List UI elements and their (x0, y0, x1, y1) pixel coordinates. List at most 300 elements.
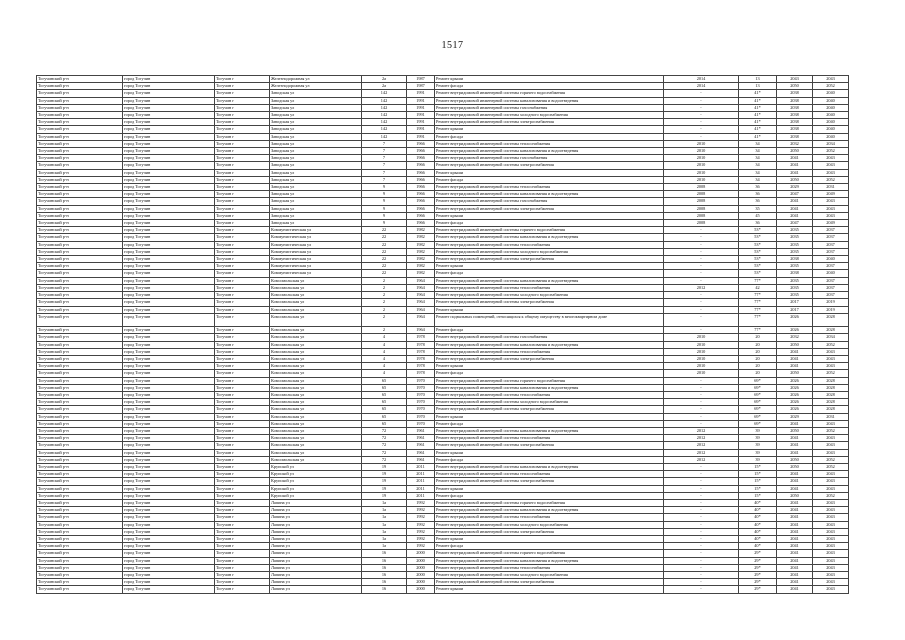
cell-district: Тогучинский р-н (37, 399, 123, 406)
table-row (37, 521, 849, 528)
cell-build-year: 1966 (407, 184, 435, 191)
cell-street: Лапина ул (270, 564, 362, 571)
cell-plan-end: 2037 (813, 241, 849, 248)
cell-last-repair-year: - (664, 586, 739, 593)
cell-settlement: город Тогучин (123, 528, 215, 535)
cell-build-year: 2000 (407, 572, 435, 579)
cell-plan-end: 2028 (813, 384, 849, 391)
cell-wear-percent: 77* (739, 292, 777, 299)
table-row (37, 327, 849, 334)
cell-district: Тогучинский р-н (37, 449, 123, 456)
cell-plan-end: 2043 (813, 76, 849, 83)
cell-wear-percent: 69* (739, 384, 777, 391)
cell-locality: Тогучин г (215, 241, 270, 248)
cell-house-number: 2 (362, 284, 407, 291)
cell-plan-end: 2040 (813, 270, 849, 277)
cell-district: Тогучинский р-н (37, 205, 123, 212)
cell-build-year: 1991 (407, 97, 435, 104)
table-row (37, 155, 849, 162)
cell-work-type: Ремонт внутридомовой инженерной системы холодного водоснабжения (435, 572, 664, 579)
cell-settlement: город Тогучин (123, 334, 215, 341)
cell-work-type: Ремонт внутридомовой инженерной системы теплоснабжения (435, 514, 664, 521)
cell-street: Заводская ул (270, 184, 362, 191)
cell-plan-start: 2026 (777, 406, 813, 413)
cell-street: Лапина ул (270, 535, 362, 542)
cell-work-type: Ремонт внутридомовой инженерной системы канализования и водоотведения (435, 191, 664, 198)
cell-district: Тогучинский р-н (37, 348, 123, 355)
cell-district: Тогучинский р-н (37, 557, 123, 564)
cell-last-repair-year: - (664, 313, 739, 326)
table-row (37, 90, 849, 97)
cell-plan-start: 2038 (777, 119, 813, 126)
cell-locality: Тогучин г (215, 256, 270, 263)
cell-street: Заводская ул (270, 148, 362, 155)
cell-settlement: город Тогучин (123, 191, 215, 198)
cell-build-year: 1966 (407, 140, 435, 147)
cell-settlement: город Тогучин (123, 377, 215, 384)
cell-locality: Тогучин г (215, 277, 270, 284)
cell-settlement: город Тогучин (123, 535, 215, 542)
cell-street: Комсомольская ул (270, 442, 362, 449)
cell-settlement: город Тогучин (123, 104, 215, 111)
cell-locality: Тогучин г (215, 370, 270, 377)
cell-district: Тогучинский р-н (37, 572, 123, 579)
cell-plan-start: 2026 (777, 391, 813, 398)
cell-wear-percent: 34 (739, 169, 777, 176)
cell-settlement: город Тогучин (123, 241, 215, 248)
cell-plan-start: 2038 (777, 256, 813, 263)
cell-last-repair-year: 2010 (664, 169, 739, 176)
cell-wear-percent: 36 (739, 191, 777, 198)
cell-work-type: Ремонт крыши (435, 169, 664, 176)
table-row (37, 83, 849, 90)
cell-wear-percent: 77* (739, 313, 777, 326)
cell-last-repair-year: - (664, 406, 739, 413)
cell-locality: Тогучин г (215, 334, 270, 341)
cell-plan-end: 2052 (813, 370, 849, 377)
cell-build-year: 2000 (407, 557, 435, 564)
cell-plan-end: 2034 (813, 334, 849, 341)
cell-last-repair-year: - (664, 97, 739, 104)
cell-work-type: Ремонт внутридомовой инженерной системы газоснабжения (435, 198, 664, 205)
cell-locality: Тогучин г (215, 471, 270, 478)
cell-district: Тогучинский р-н (37, 148, 123, 155)
table-row (37, 528, 849, 535)
cell-build-year: 1978 (407, 370, 435, 377)
cell-build-year: 1966 (407, 176, 435, 183)
cell-work-type: Ремонт фасада (435, 456, 664, 463)
cell-wear-percent: 42 (739, 284, 777, 291)
cell-wear-percent: 40* (739, 521, 777, 528)
cell-district: Тогучинский р-н (37, 442, 123, 449)
cell-settlement: город Тогучин (123, 284, 215, 291)
cell-wear-percent: 77* (739, 306, 777, 313)
cell-settlement: город Тогучин (123, 133, 215, 140)
cell-locality: Тогучин г (215, 169, 270, 176)
cell-district: Тогучинский р-н (37, 76, 123, 83)
table-row (37, 256, 849, 263)
cell-locality: Тогучин г (215, 227, 270, 234)
cell-plan-start: 2041 (777, 564, 813, 571)
cell-build-year: 1964 (407, 284, 435, 291)
cell-settlement: город Тогучин (123, 514, 215, 521)
cell-plan-end: 2043 (813, 155, 849, 162)
cell-plan-start: 2026 (777, 384, 813, 391)
cell-wear-percent: 40* (739, 499, 777, 506)
cell-house-number: 1а (362, 499, 407, 506)
cell-house-number: 1а (362, 514, 407, 521)
cell-build-year: 1966 (407, 212, 435, 219)
cell-plan-start: 2035 (777, 284, 813, 291)
cell-plan-end: 2043 (813, 514, 849, 521)
cell-last-repair-year: 2010 (664, 155, 739, 162)
cell-last-repair-year: 2010 (664, 348, 739, 355)
cell-work-type: Ремонт внутридомовой инженерной системы канализования и водоотведения (435, 277, 664, 284)
cell-locality: Тогучин г (215, 112, 270, 119)
cell-last-repair-year: 2010 (664, 162, 739, 169)
cell-plan-end: 2043 (813, 507, 849, 514)
cell-plan-end: 2049 (813, 191, 849, 198)
cell-work-type: Ремонт внутридомовой инженерной системы теплоснабжения (435, 284, 664, 291)
cell-last-repair-year: 2012 (664, 427, 739, 434)
cell-plan-start: 2041 (777, 471, 813, 478)
cell-settlement: город Тогучин (123, 492, 215, 499)
cell-wear-percent: 77* (739, 277, 777, 284)
table-row (37, 370, 849, 377)
cell-wear-percent: 41* (739, 112, 777, 119)
cell-settlement: город Тогучин (123, 435, 215, 442)
cell-street: Лапина ул (270, 557, 362, 564)
cell-plan-start: 2032 (777, 334, 813, 341)
cell-district: Тогучинский р-н (37, 112, 123, 119)
cell-district: Тогучинский р-н (37, 514, 123, 521)
cell-build-year: 1970 (407, 413, 435, 420)
cell-locality: Тогучин г (215, 543, 270, 550)
cell-locality: Тогучин г (215, 155, 270, 162)
cell-house-number: 19 (362, 471, 407, 478)
cell-plan-end: 2028 (813, 327, 849, 334)
cell-build-year: 1991 (407, 104, 435, 111)
table-row (37, 341, 849, 348)
table-row (37, 248, 849, 255)
table-row (37, 97, 849, 104)
cell-house-number: 16 (362, 586, 407, 593)
cell-work-type: Ремонт внутридомовой инженерной системы канализования и водоотведения (435, 384, 664, 391)
cell-build-year: 1966 (407, 155, 435, 162)
cell-last-repair-year: - (664, 420, 739, 427)
cell-street: Лапина ул (270, 499, 362, 506)
cell-last-repair-year: - (664, 499, 739, 506)
cell-plan-end: 2028 (813, 391, 849, 398)
cell-wear-percent: 29* (739, 579, 777, 586)
cell-build-year: 1961 (407, 427, 435, 434)
cell-house-number: 72 (362, 427, 407, 434)
cell-plan-start: 2026 (777, 399, 813, 406)
cell-plan-start: 2050 (777, 370, 813, 377)
table-row (37, 399, 849, 406)
table-row (37, 427, 849, 434)
cell-last-repair-year: - (664, 248, 739, 255)
cell-last-repair-year: 2010 (664, 363, 739, 370)
cell-work-type: Ремонт внутридомовой инженерной системы электроснабжения (435, 528, 664, 535)
cell-build-year: 1992 (407, 535, 435, 542)
cell-last-repair-year: - (664, 133, 739, 140)
cell-work-type: Ремонт внутридомовой инженерной системы канализования и водоотведения (435, 97, 664, 104)
cell-house-number: 2 (362, 327, 407, 334)
cell-house-number: 2 (362, 306, 407, 313)
cell-last-repair-year: 2008 (664, 198, 739, 205)
cell-district: Тогучинский р-н (37, 327, 123, 334)
cell-house-number: 16 (362, 550, 407, 557)
cell-street: Заводская ул (270, 119, 362, 126)
cell-plan-end: 2052 (813, 341, 849, 348)
table-row (37, 543, 849, 550)
cell-street: Коммунистическая ул (270, 227, 362, 234)
table-row (37, 406, 849, 413)
cell-street: Крупской ул (270, 463, 362, 470)
cell-work-type: Ремонт фасада (435, 270, 664, 277)
cell-build-year: 1961 (407, 449, 435, 456)
cell-last-repair-year: - (664, 299, 739, 306)
cell-work-type: Ремонт внутридомовой инженерной системы горячего водоснабжения (435, 550, 664, 557)
cell-work-type: Ремонт внутридомовой инженерной системы канализования и водоотведения (435, 557, 664, 564)
cell-district: Тогучинский р-н (37, 263, 123, 270)
cell-last-repair-year: - (664, 521, 739, 528)
cell-plan-start: 2041 (777, 355, 813, 362)
cell-work-type: Ремонт крыши (435, 485, 664, 492)
cell-last-repair-year: - (664, 564, 739, 571)
cell-district: Тогучинский р-н (37, 220, 123, 227)
cell-wear-percent: 39 (739, 442, 777, 449)
cell-settlement: город Тогучин (123, 97, 215, 104)
cell-house-number: 65 (362, 406, 407, 413)
cell-work-type: Ремонт внутридомовой инженерной системы электроснабжения (435, 478, 664, 485)
cell-work-type: Ремонт внутридомовой инженерной системы газоснабжения (435, 104, 664, 111)
cell-plan-start: 2041 (777, 514, 813, 521)
cell-last-repair-year: 2012 (664, 435, 739, 442)
table-row (37, 191, 849, 198)
table-row (37, 463, 849, 470)
cell-plan-end: 2043 (813, 363, 849, 370)
cell-last-repair-year: - (664, 471, 739, 478)
table-row (37, 299, 849, 306)
cell-street: Лапина ул (270, 514, 362, 521)
cell-plan-end: 2040 (813, 126, 849, 133)
cell-district: Тогучинский р-н (37, 543, 123, 550)
cell-settlement: город Тогучин (123, 341, 215, 348)
cell-locality: Тогучин г (215, 399, 270, 406)
cell-wear-percent: 20 (739, 334, 777, 341)
cell-wear-percent: 29* (739, 557, 777, 564)
cell-settlement: город Тогучин (123, 83, 215, 90)
page-number: 1517 (441, 40, 464, 51)
cell-locality: Тогучин г (215, 341, 270, 348)
cell-settlement: город Тогучин (123, 586, 215, 593)
cell-street: Крупской ул (270, 485, 362, 492)
cell-wear-percent: 20 (739, 348, 777, 355)
cell-last-repair-year: - (664, 227, 739, 234)
cell-district: Тогучинский р-н (37, 83, 123, 90)
cell-street: Заводская ул (270, 220, 362, 227)
cell-plan-end: 2043 (813, 572, 849, 579)
table-row (37, 514, 849, 521)
cell-plan-start: 2038 (777, 112, 813, 119)
cell-street: Комсомольская ул (270, 327, 362, 334)
cell-plan-end: 2049 (813, 220, 849, 227)
cell-plan-end: 2043 (813, 442, 849, 449)
cell-locality: Тогучин г (215, 355, 270, 362)
table-row (37, 377, 849, 384)
cell-last-repair-year: 2010 (664, 148, 739, 155)
cell-plan-end: 2043 (813, 435, 849, 442)
cell-last-repair-year: - (664, 277, 739, 284)
cell-last-repair-year: - (664, 535, 739, 542)
cell-district: Тогучинский р-н (37, 334, 123, 341)
cell-last-repair-year: - (664, 528, 739, 535)
cell-settlement: город Тогучин (123, 427, 215, 434)
cell-street: Комсомольская ул (270, 384, 362, 391)
cell-locality: Тогучин г (215, 463, 270, 470)
cell-street: Заводская ул (270, 97, 362, 104)
cell-house-number: 16 (362, 564, 407, 571)
cell-work-type: Ремонт внутридомовой инженерной системы электроснабжения (435, 579, 664, 586)
cell-settlement: город Тогучин (123, 76, 215, 83)
cell-wear-percent: 40* (739, 543, 777, 550)
cell-district: Тогучинский р-н (37, 377, 123, 384)
cell-build-year: 1964 (407, 306, 435, 313)
cell-plan-start: 2041 (777, 550, 813, 557)
cell-house-number: 9 (362, 212, 407, 219)
cell-plan-end: 2037 (813, 234, 849, 241)
cell-settlement: город Тогучин (123, 478, 215, 485)
cell-plan-end: 2043 (813, 205, 849, 212)
cell-settlement: город Тогучин (123, 220, 215, 227)
cell-house-number: 4 (362, 348, 407, 355)
cell-plan-end: 2040 (813, 112, 849, 119)
cell-plan-start: 2041 (777, 521, 813, 528)
cell-street: Заводская ул (270, 90, 362, 97)
cell-street: Коммунистическая ул (270, 234, 362, 241)
cell-plan-end: 2043 (813, 535, 849, 542)
cell-street: Заводская ул (270, 176, 362, 183)
cell-settlement: город Тогучин (123, 391, 215, 398)
cell-plan-end: 2040 (813, 104, 849, 111)
cell-wear-percent: 41* (739, 133, 777, 140)
cell-street: Заводская ул (270, 140, 362, 147)
cell-street: Комсомольская ул (270, 313, 362, 326)
cell-build-year: 1966 (407, 148, 435, 155)
cell-street: Коммунистическая ул (270, 263, 362, 270)
cell-build-year: 1978 (407, 334, 435, 341)
cell-settlement: город Тогучин (123, 413, 215, 420)
cell-settlement: город Тогучин (123, 184, 215, 191)
cell-street: Комсомольская ул (270, 406, 362, 413)
cell-work-type: Ремонт внутридомовой инженерной системы электроснабжения (435, 355, 664, 362)
cell-plan-start: 2043 (777, 76, 813, 83)
cell-plan-end: 2043 (813, 420, 849, 427)
cell-work-type: Ремонт внутридомовой инженерной системы канализования и водоотведения (435, 234, 664, 241)
cell-locality: Тогучин г (215, 557, 270, 564)
cell-last-repair-year: 2010 (664, 334, 739, 341)
cell-plan-end: 2028 (813, 377, 849, 384)
cell-last-repair-year: - (664, 327, 739, 334)
cell-settlement: город Тогучин (123, 169, 215, 176)
cell-wear-percent: 45 (739, 212, 777, 219)
cell-settlement: город Тогучин (123, 406, 215, 413)
cell-wear-percent: 53* (739, 263, 777, 270)
table-row (37, 292, 849, 299)
table-row (37, 227, 849, 234)
cell-locality: Тогучин г (215, 76, 270, 83)
cell-build-year: 1970 (407, 377, 435, 384)
cell-district: Тогучинский р-н (37, 363, 123, 370)
cell-work-type: Ремонт внутридомовой инженерной системы теплоснабжения (435, 471, 664, 478)
cell-plan-end: 2043 (813, 528, 849, 535)
cell-plan-end: 2037 (813, 227, 849, 234)
cell-build-year: 1991 (407, 126, 435, 133)
cell-work-type: Ремонт внутридомовой инженерной системы электроснабжения (435, 406, 664, 413)
cell-last-repair-year: - (664, 263, 739, 270)
cell-plan-end: 2028 (813, 313, 849, 326)
cell-wear-percent: 29* (739, 550, 777, 557)
cell-wear-percent: 39 (739, 427, 777, 434)
table-row (37, 572, 849, 579)
cell-settlement: город Тогучин (123, 140, 215, 147)
cell-last-repair-year: 2008 (664, 205, 739, 212)
cell-last-repair-year: - (664, 492, 739, 499)
cell-street: Комсомольская ул (270, 449, 362, 456)
cell-work-type: Ремонт внутридомовой инженерной системы электроснабжения (435, 442, 664, 449)
cell-build-year: 1970 (407, 384, 435, 391)
table-row (37, 104, 849, 111)
cell-locality: Тогучин г (215, 514, 270, 521)
cell-house-number: 7 (362, 155, 407, 162)
cell-settlement: город Тогучин (123, 292, 215, 299)
cell-settlement: город Тогучин (123, 370, 215, 377)
cell-settlement: город Тогучин (123, 270, 215, 277)
cell-street: Заводская ул (270, 126, 362, 133)
cell-settlement: город Тогучин (123, 256, 215, 263)
table-row (37, 557, 849, 564)
cell-build-year: 2011 (407, 471, 435, 478)
cell-street: Комсомольская ул (270, 377, 362, 384)
cell-last-repair-year: - (664, 119, 739, 126)
cell-district: Тогучинский р-н (37, 456, 123, 463)
cell-locality: Тогучин г (215, 499, 270, 506)
cell-locality: Тогучин г (215, 234, 270, 241)
cell-district: Тогучинский р-н (37, 133, 123, 140)
cell-locality: Тогучин г (215, 133, 270, 140)
cell-street: Комсомольская ул (270, 399, 362, 406)
cell-street: Железнодорожная ул (270, 83, 362, 90)
cell-work-type: Ремонт внутридомовой инженерной системы теплоснабжения (435, 140, 664, 147)
cell-house-number: 9 (362, 205, 407, 212)
cell-settlement: город Тогучин (123, 420, 215, 427)
cell-plan-start: 2041 (777, 586, 813, 593)
cell-last-repair-year: - (664, 90, 739, 97)
cell-district: Тогучинский р-н (37, 391, 123, 398)
cell-work-type: Ремонт внутридомовой инженерной системы теплоснабжения (435, 564, 664, 571)
cell-build-year: 1991 (407, 119, 435, 126)
cell-plan-start: 2050 (777, 341, 813, 348)
cell-work-type: Ремонт внутридомовой инженерной системы холодного водоснабжения (435, 248, 664, 255)
cell-wear-percent: 34 (739, 176, 777, 183)
cell-plan-end: 2019 (813, 306, 849, 313)
cell-work-type: Ремонт внутридомовой инженерной системы горячего водоснабжения (435, 499, 664, 506)
cell-work-type: Ремонт внутридомовой инженерной системы канализования и водоотведения (435, 148, 664, 155)
cell-plan-start: 2029 (777, 184, 813, 191)
cell-plan-start: 2017 (777, 306, 813, 313)
